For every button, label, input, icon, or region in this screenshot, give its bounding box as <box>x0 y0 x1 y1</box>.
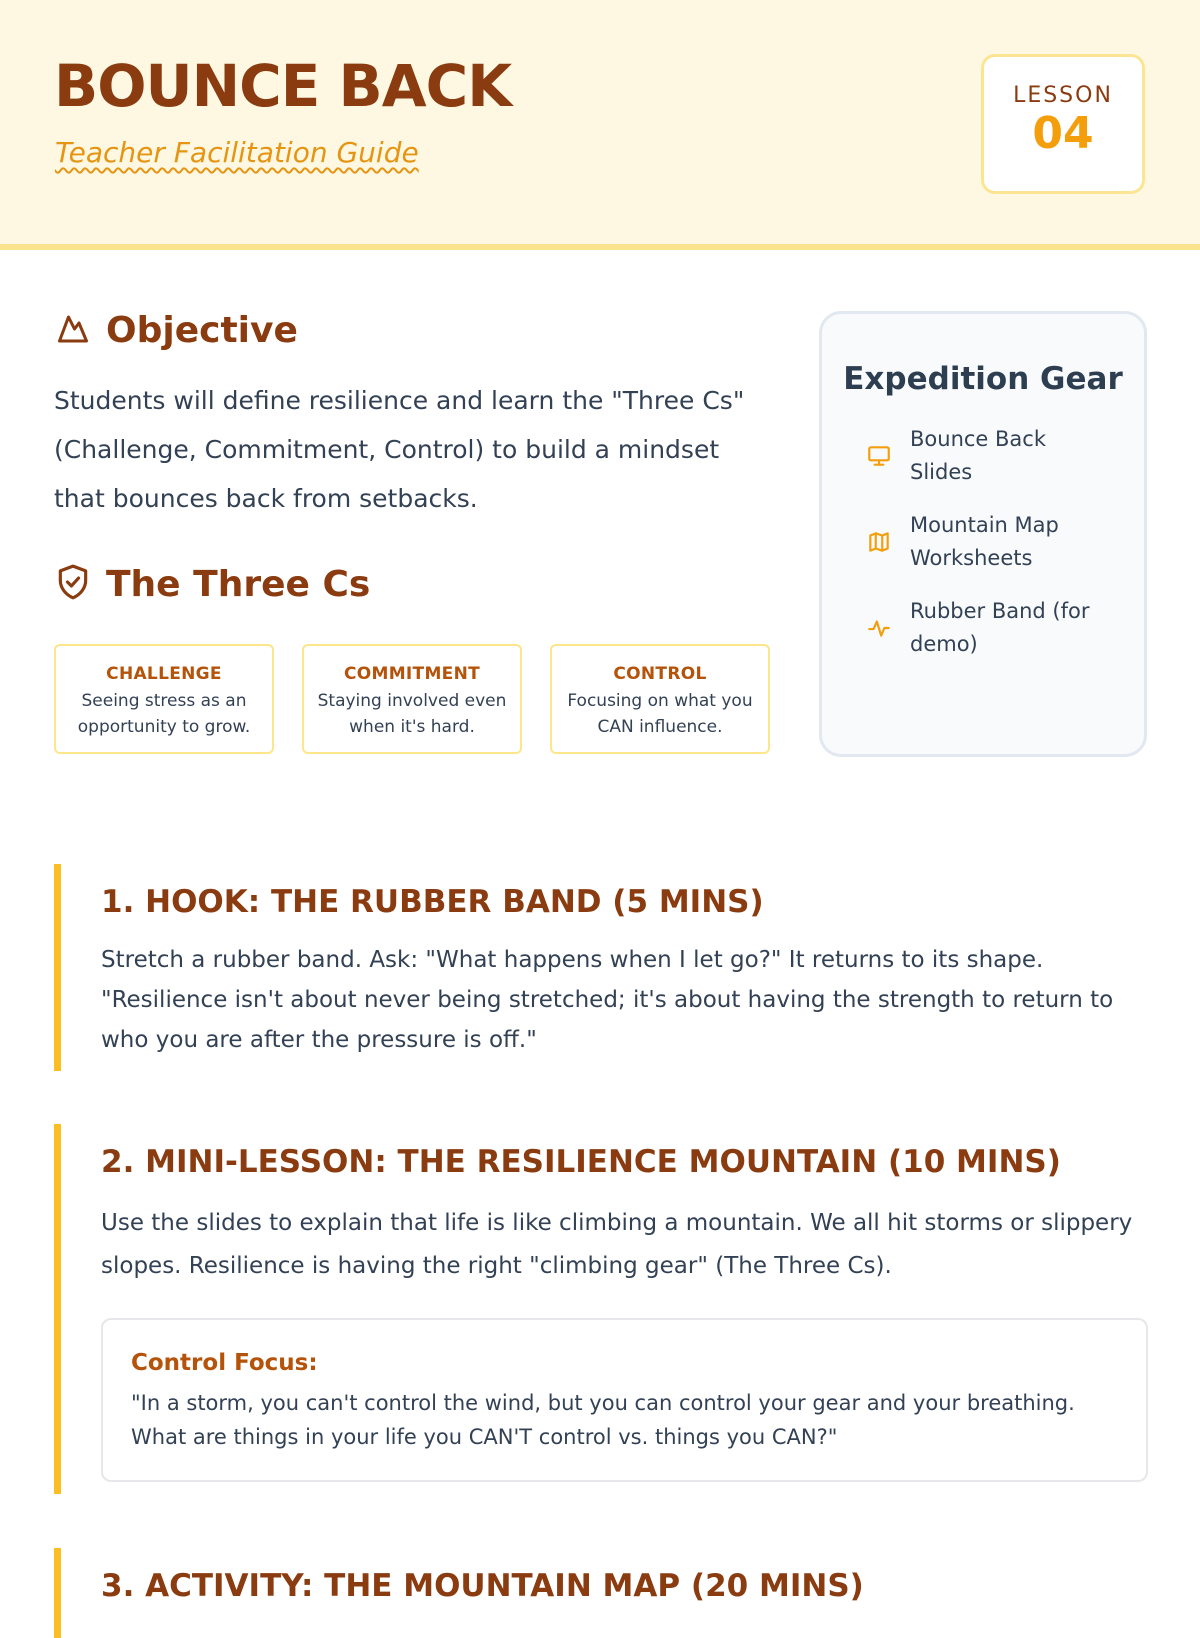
gear-item-label: Bounce Back Slides <box>910 427 1046 484</box>
gear-item-slides <box>822 423 1144 489</box>
gear-list <box>822 423 1144 661</box>
presentation-icon <box>866 443 892 469</box>
step-text: Use the slides to explain that life is like climbing a mountain. We all hit storms or slippery slopes. Resilience is having the right "climbing gear" (The Three Cs). <box>101 1210 1133 1279</box>
step-text: Stretch a rubber band. Ask: "What happens when I let go?" It returns to its shape. "Resilience isn't about never being stretched; it's about having the strength to return to who you are after the pressure is off." <box>101 947 1114 1053</box>
c-card-desc: Seeing stress as an opportunity to grow. <box>77 691 251 737</box>
c-card-commitment <box>302 644 522 754</box>
page-subtitle: Teacher Facilitation Guide <box>55 136 419 169</box>
c-card-name: CHALLENGE <box>106 664 222 684</box>
c-card-name: COMMITMENT <box>343 664 481 684</box>
lesson-number: 04 <box>1032 108 1094 159</box>
step-activity <box>54 1548 1147 1638</box>
c-card-desc: Staying involved even when it's hard. <box>317 691 507 737</box>
lesson-label: LESSON <box>1013 83 1113 108</box>
callout-text: "In a storm, you can't control the wind, but you can control your gear and your breathing. What are things in your life you CAN'T control vs. things you CAN?" <box>131 1391 1075 1449</box>
activity-icon <box>866 615 892 641</box>
gear-item-worksheets <box>822 509 1144 575</box>
step-title: 3. ACTIVITY: THE MOUNTAIN MAP (20 MINS) <box>101 1568 864 1604</box>
step-title: 2. MINI-LESSON: THE RESILIENCE MOUNTAIN (10 MINS) <box>101 1144 1061 1180</box>
shield-check-icon <box>54 563 92 605</box>
three-cs-cards <box>54 644 770 754</box>
step-title: 1. HOOK: THE RUBBER BAND (5 MINS) <box>101 884 764 920</box>
mountain-icon <box>54 311 92 351</box>
page-header <box>0 0 1200 250</box>
gear-title: Expedition Gear <box>843 361 1123 397</box>
gear-item-label: Mountain Map Worksheets <box>910 513 1059 570</box>
c-card-name: CONTROL <box>613 664 707 684</box>
objective-title: Objective <box>106 310 298 351</box>
objective-heading <box>54 310 298 351</box>
c-card-challenge <box>54 644 274 754</box>
three-cs-heading <box>54 563 370 605</box>
step-mini-lesson <box>54 1124 1147 1494</box>
c-card-control <box>550 644 770 754</box>
three-cs-title: The Three Cs <box>106 563 371 605</box>
page-title: BOUNCE BACK <box>54 52 512 120</box>
callout-title: Control Focus: <box>131 1350 318 1376</box>
c-card-desc: Focusing on what you CAN influence. <box>567 691 753 737</box>
step-hook <box>54 864 1147 1071</box>
gear-item-label: Rubber Band (for demo) <box>910 599 1090 656</box>
expedition-gear-panel <box>819 311 1147 757</box>
control-focus-callout <box>101 1318 1148 1482</box>
objective-text: Students will define resilience and learn the "Three Cs" (Challenge, Commitment, Control) to build a mindset that bounces back from setbacks. <box>54 386 745 513</box>
map-icon <box>866 529 892 555</box>
lesson-badge <box>981 54 1145 194</box>
gear-item-rubber-band <box>822 595 1144 661</box>
